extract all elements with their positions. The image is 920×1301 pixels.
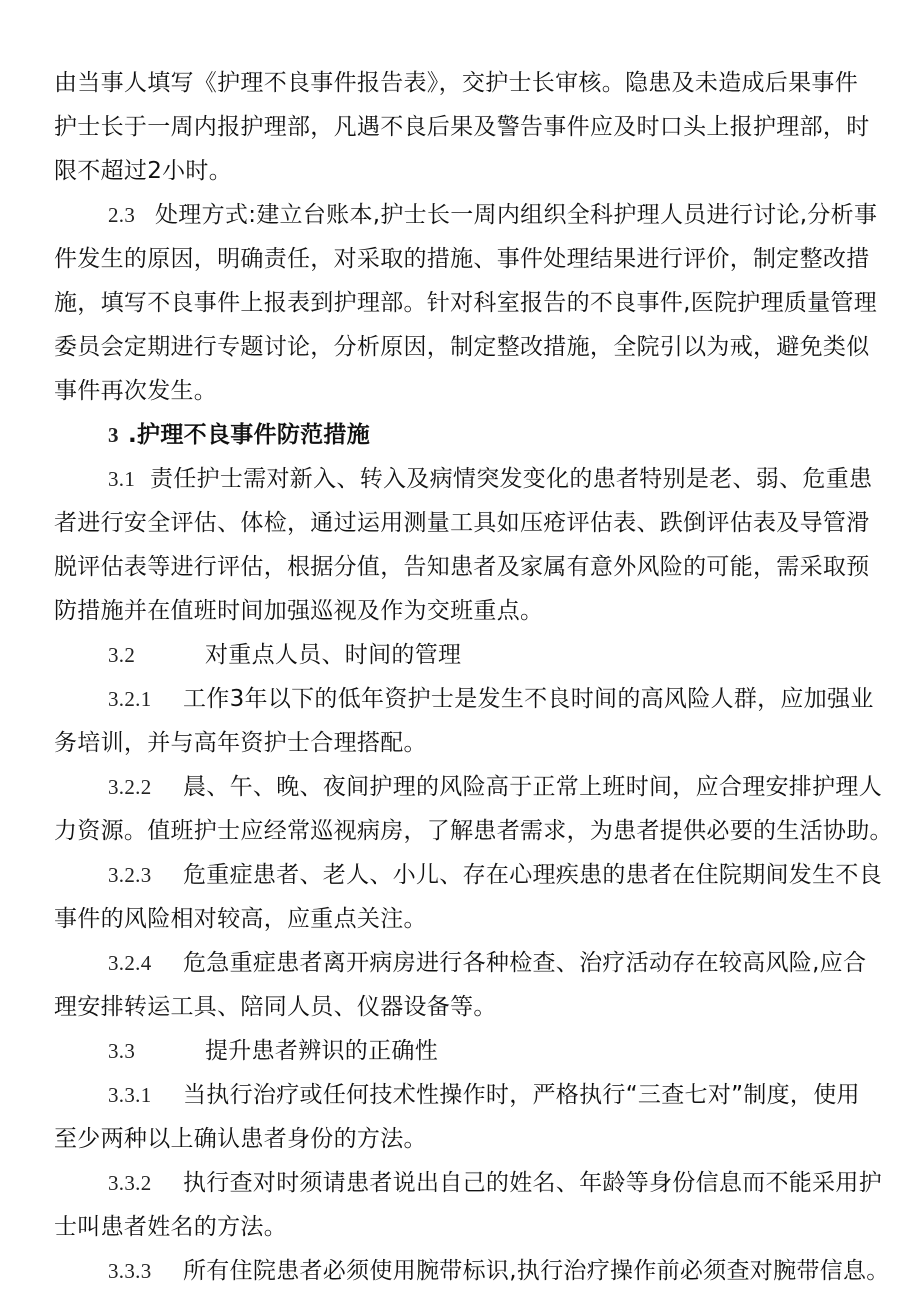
paragraph-line bbox=[0, 854, 920, 896]
paragraph-text: 所有住院患者必须使用腕带标识,执行治疗操作前必须查对腕带信息。 bbox=[183, 1258, 890, 1284]
section-number: 3.3 bbox=[108, 1039, 136, 1063]
paragraph-line bbox=[0, 546, 920, 588]
paragraph-text: 晨、午、晚、夜间护理的风险高于正常上班时间，应合理安排护理人 bbox=[183, 774, 882, 800]
paragraph-text: 士叫患者姓名的方法。 bbox=[54, 1214, 287, 1240]
paragraph-text: 力资源。值班护士应经常巡视病房，了解患者需求，为患者提供必要的生活协助。 bbox=[54, 818, 893, 844]
paragraph-line bbox=[0, 282, 920, 324]
section-number: 3.1 bbox=[108, 467, 136, 491]
paragraph-text: 者进行安全评估、体检，通过运用测量工具如压疮评估表、跌倒评估表及导管滑 bbox=[54, 510, 870, 536]
paragraph-line bbox=[0, 238, 920, 280]
section-number: 3 bbox=[108, 423, 119, 447]
section-number: 3.2.1 bbox=[108, 687, 152, 711]
paragraph-line bbox=[0, 898, 920, 940]
subsection-heading-text: 对重点人员、时间的管理 bbox=[205, 642, 462, 668]
paragraph-line bbox=[0, 106, 920, 148]
paragraph-line bbox=[0, 458, 920, 500]
paragraph-text: 施，填写不良事件上报表到护理部。针对科室报告的不良事件,医院护理质量管理 bbox=[54, 290, 878, 316]
paragraph-text: 危重症患者、老人、小儿、存在心理疾患的患者在住院期间发生不良 bbox=[183, 862, 882, 888]
section-number: 3.2.3 bbox=[108, 863, 152, 887]
subsection-heading bbox=[0, 1030, 920, 1072]
paragraph-text: 执行查对时须请患者说出自己的姓名、年龄等身份信息而不能采用护 bbox=[183, 1170, 882, 1196]
subsection-heading-text: 提升患者辨识的正确性 bbox=[205, 1038, 438, 1064]
paragraph-line bbox=[0, 370, 920, 412]
paragraph-line bbox=[0, 62, 920, 104]
section-number: 3.2.4 bbox=[108, 951, 152, 975]
paragraph-text: 委员会定期进行专题讨论，分析原因，制定整改措施，全院引以为戒，避免类似 bbox=[54, 334, 870, 360]
paragraph-text: 限不超过2小时。 bbox=[54, 158, 233, 184]
section-number: 3.3.3 bbox=[108, 1259, 152, 1283]
paragraph-line bbox=[0, 150, 920, 192]
paragraph-text: 当执行治疗或任何技术性操作时，严格执行“三查七对”制度，使用 bbox=[183, 1082, 860, 1108]
paragraph-text: 责任护士需对新入、转入及病情突发变化的患者特别是老、弱、危重患 bbox=[150, 466, 873, 492]
paragraph-line bbox=[0, 766, 920, 808]
section-heading-text: .护理不良事件防范措施 bbox=[128, 422, 371, 448]
paragraph-line bbox=[0, 1206, 920, 1248]
paragraph-text: 防措施并在值班时间加强巡视及作为交班重点。 bbox=[54, 598, 544, 624]
paragraph-line bbox=[0, 986, 920, 1028]
paragraph-line bbox=[0, 810, 920, 852]
paragraph-line bbox=[0, 678, 920, 720]
paragraph-line bbox=[0, 1074, 920, 1116]
section-number: 3.2.2 bbox=[108, 775, 152, 799]
paragraph-text: 处理方式:建立台账本,护士长一周内组织全科护理人员进行讨论,分析事 bbox=[155, 202, 878, 228]
paragraph-text: 工作3年以下的低年资护士是发生不良时间的高风险人群，应加强业 bbox=[183, 686, 874, 712]
section-number: 3.2 bbox=[108, 643, 136, 667]
paragraph-text: 事件再次发生。 bbox=[54, 378, 218, 404]
paragraph-line bbox=[0, 502, 920, 544]
paragraph-text: 理安排转运工具、陪同人员、仪器设备等。 bbox=[54, 994, 497, 1020]
section-number: 2.3 bbox=[108, 203, 136, 227]
section-number: 3.3.2 bbox=[108, 1171, 152, 1195]
paragraph-line bbox=[0, 722, 920, 764]
paragraph-line bbox=[0, 1250, 920, 1292]
paragraph-line bbox=[0, 194, 920, 236]
paragraph-line bbox=[0, 326, 920, 368]
paragraph-text: 至少两种以上确认患者身份的方法。 bbox=[54, 1126, 427, 1152]
paragraph-line bbox=[0, 1118, 920, 1160]
paragraph-text: 危急重症患者离开病房进行各种检查、治疗活动存在较高风险,应合 bbox=[183, 950, 867, 976]
paragraph-text: 件发生的原因，明确责任，对采取的措施、事件处理结果进行评价，制定整改措 bbox=[54, 246, 870, 272]
subsection-heading bbox=[0, 634, 920, 676]
paragraph-text: 务培训，并与高年资护士合理搭配。 bbox=[54, 730, 427, 756]
paragraph-line bbox=[0, 1162, 920, 1204]
paragraph-text: 护士长于一周内报护理部，凡遇不良后果及警告事件应及时口头上报护理部，时 bbox=[54, 114, 870, 140]
section-heading bbox=[0, 414, 920, 456]
paragraph-line bbox=[0, 590, 920, 632]
section-number: 3.3.1 bbox=[108, 1083, 152, 1107]
paragraph-text: 由当事人填写《护理不良事件报告表》，交护士长审核。隐患及未造成后果事件 bbox=[54, 70, 858, 96]
paragraph-text: 事件的风险相对较高，应重点关注。 bbox=[54, 906, 427, 932]
paragraph-line bbox=[0, 942, 920, 984]
paragraph-text: 脱评估表等进行评估，根据分值，告知患者及家属有意外风险的可能，需采取预 bbox=[54, 554, 870, 580]
